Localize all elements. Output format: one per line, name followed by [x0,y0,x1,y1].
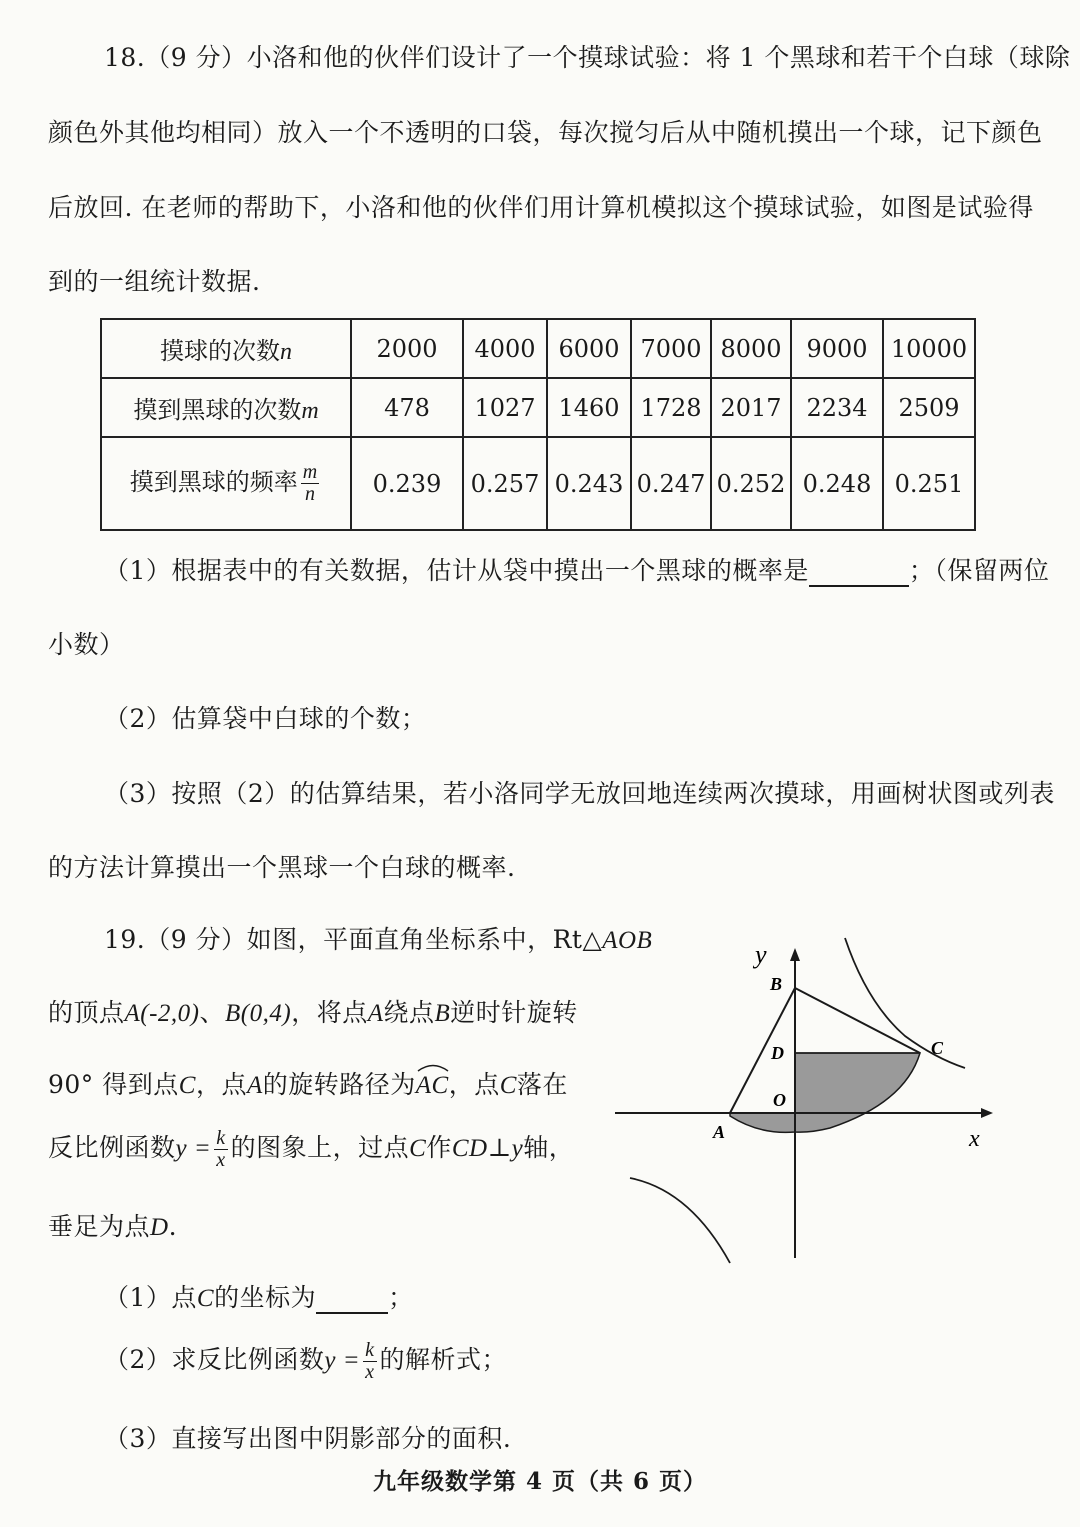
table-cell: 0.251 [883,437,975,530]
page-footer: 九年级数学第 4 页（共 6 页） [372,1468,708,1495]
label-y: y [755,940,767,969]
q18-part-3-cont: 的方法计算摸出一个黑球一个白球的概率. [48,853,516,882]
label-C: C [931,1038,944,1058]
q18-line-3: 后放回. 在老师的帮助下，小洛和他的伙伴们用计算机模拟这个摸球试验，如图是试验得 [48,193,1034,222]
table-cell: 6000 [547,319,631,378]
table-cell: 1027 [463,378,547,437]
table-row-frequency [101,437,975,530]
q19-line-5: 垂足为点D. [48,1212,178,1241]
x-axis-arrow [981,1108,993,1118]
q18-part-3: （3）按照（2）的估算结果，若小洛同学无放回地连续两次摸球，用画树状图或列表 [104,779,1055,808]
table-cell: 2017 [711,378,791,437]
table-cell: 1728 [631,378,711,437]
fraction-m-over-n: $\frac{m}{n}$ [302,461,318,505]
label-D: D [771,1043,784,1063]
answer-blank [316,1283,388,1314]
label-B: B [770,974,783,994]
table-cell: 2509 [883,378,975,437]
table-cell: 8000 [711,319,791,378]
shaded-region-upper [795,1053,920,1132]
table-cell: 0.252 [711,437,791,530]
q19-part-2: （2）求反比例函数y = $\frac{k}{x}$ 的解析式； [104,1339,508,1383]
label-A: A [713,1122,726,1142]
answer-blank [809,556,909,587]
row-label-trials: 摸球的次数n [101,319,351,378]
q18-part-1-cont: 小数） [48,630,125,659]
q18-line-4: 到的一组统计数据. [48,267,261,296]
table-cell: 0.248 [791,437,883,530]
table-cell: 0.243 [547,437,631,530]
hyperbola-branch-upper [845,938,965,1068]
segment-BC [795,988,920,1053]
shaded-region-lower [730,1113,795,1132]
fraction-k-over-x: $\frac{k}{x}$ [365,1339,375,1383]
table-cell: 2000 [351,319,463,378]
coordinate-figure [605,928,1005,1268]
hyperbola-branch-lower [630,1178,730,1263]
label-x: x [969,1126,980,1152]
q18-line-2: 颜色外其他均相同）放入一个不透明的口袋，每次搅匀后从中随机摸出一个球，记下颜色 [48,118,1043,147]
table-cell: 9000 [791,319,883,378]
table-cell: 2234 [791,378,883,437]
table-row-trials [101,319,975,378]
table-cell: 478 [351,378,463,437]
y-axis-arrow [790,948,800,961]
row-label-frequency: 摸到黑球的频率 $\frac{m}{n}$ [101,437,351,530]
q19-part-1: （1）点C的坐标为 ； [104,1283,414,1312]
table-row-black-count [101,378,975,437]
q19-line-2: 的顶点A(-2,0)、B(0,4)，将点A绕点B逆时针旋转 [48,998,578,1027]
table-cell: 1460 [547,378,631,437]
q18-part-1: （1）根据表中的有关数据，估计从袋中摸出一个黑球的概率是 ；（保留两位 [104,556,1050,585]
table-cell: 0.247 [631,437,711,530]
q19-line-3: 90° 得到点C，点A的旋转路径为 AC，点C落在 [48,1065,568,1101]
q19-line-1: 19.（9 分）如图，平面直角坐标系中，Rt△AOB [104,925,653,954]
fraction-k-over-x: $\frac{k}{x}$ [216,1127,226,1171]
arc-ac: AC [416,1066,449,1100]
table-cell: 0.257 [463,437,547,530]
table-cell: 10000 [883,319,975,378]
label-O: O [773,1090,786,1110]
q18-line-1: 18.（9 分）小洛和他的伙伴们设计了一个摸球试验：将 1 个黑球和若干个白球（球除 [104,43,1071,72]
q19-line-4: 反比例函数y = $\frac{k}{x}$ 的图象上，过点C作CD⊥y轴， [48,1127,575,1171]
statistics-table [100,318,976,531]
table-cell: 4000 [463,319,547,378]
q18-part-2: （2）估算袋中白球的个数； [104,704,427,733]
row-label-black-count: 摸到黑球的次数m [101,378,351,437]
table-cell: 7000 [631,319,711,378]
table-cell: 0.239 [351,437,463,530]
q19-part-3: （3）直接写出图中阴影部分的面积. [104,1424,512,1453]
